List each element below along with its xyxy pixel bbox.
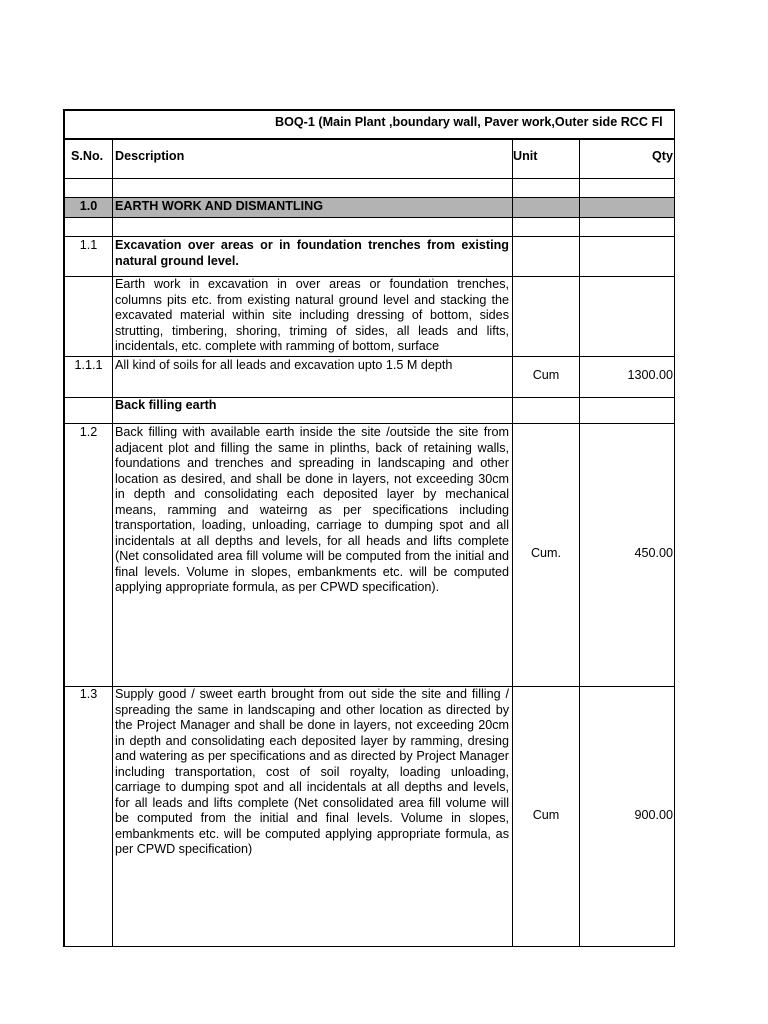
table-top-border (63, 109, 675, 111)
table-right-border (674, 109, 675, 947)
section-title: EARTH WORK AND DISMANTLING (115, 199, 324, 213)
row-description-1-2: Back filling with available earth inside the site /outside the site from adjacent plot and filling the same in plinths, back of retaining walls, foundations and trenches and spreading in landscaping and other location as desired, and shall be done in layers, not exceeding 30cm in depth and consolidating each deposited layer by mechanical means, ramming and wateirng as per specifications including transportation, loading, unloading, carriage to dumping spot and all incidentals at all depths and levels, for all heads and lifts complete (Net consolidated area fill volume will be computed from the initial and final levels. Volume in slopes, embankments etc. will be computed applying appropriate formula, as per CPWD specification). (115, 425, 509, 594)
row-description-1-3: Supply good / sweet earth brought from out side the site and filling / spreading the same in landscaping and other location as directed by the Project Manager and shall be done in layers, not exceeding 20cm in depth and consolidating each deposited layer by ramming, dresing and watering as per specifications and as directed by Project Manager including transportation, cost of soil royalty, loading unloading, carriage to dumping spot and all incidentals at all depths and levels, for all leads and lifts complete (Net consolidated area fill volume will be computed from the initial and final levels. Volume in slopes, embankments etc. will be computed applying appropriate formula, as per CPWD specification) (115, 687, 509, 856)
header-unit: Unit (513, 149, 538, 163)
row-sno-1-2: 1.2 (79, 425, 98, 439)
header-sno: S.No. (71, 149, 104, 163)
row-unit-1-1-1: Cum (532, 368, 560, 382)
row-unit-1-3: Cum (532, 808, 560, 822)
row-sno-1-1-1: 1.1.1 (74, 358, 103, 372)
sheet-title: BOQ-1 (Main Plant ,boundary wall, Paver work,Outer side RCC Fl (275, 115, 663, 129)
table-left-border (63, 109, 65, 947)
row-qty-1-2: 450.00 (634, 546, 673, 560)
table-bottom-border (63, 946, 675, 947)
header-qty: Qty (652, 149, 673, 163)
row-description-1-1-1: All kind of soils for all leads and excavation upto 1.5 M depth (115, 358, 453, 372)
row-qty-1-3: 900.00 (634, 808, 673, 822)
section-sno: 1.0 (79, 199, 98, 213)
row-sno-1-3: 1.3 (79, 687, 98, 701)
row-unit-1-2: Cum. (530, 546, 562, 560)
row-qty-1-1-1: 1300.00 (627, 368, 673, 382)
row-description-earthwork: Earth work in excavation in over areas or foundation trenches, columns pits etc. from existing natural ground level and stacking the excavated material within site including dressing of bottom, sides strutting, timbering, shoring, triming of sides, all leads and lifts, incidentals, etc. complete with ramming of bottom, surface (115, 277, 509, 353)
row-description-backfilling-heading: Back filling earth (115, 398, 217, 412)
header-description: Description (115, 149, 185, 163)
row-sno-1-1: 1.1 (79, 238, 98, 252)
title-bottom-border (63, 138, 675, 140)
row-description-1-1: Excavation over areas or in foundation trenches from existing natural ground level. (115, 238, 509, 268)
